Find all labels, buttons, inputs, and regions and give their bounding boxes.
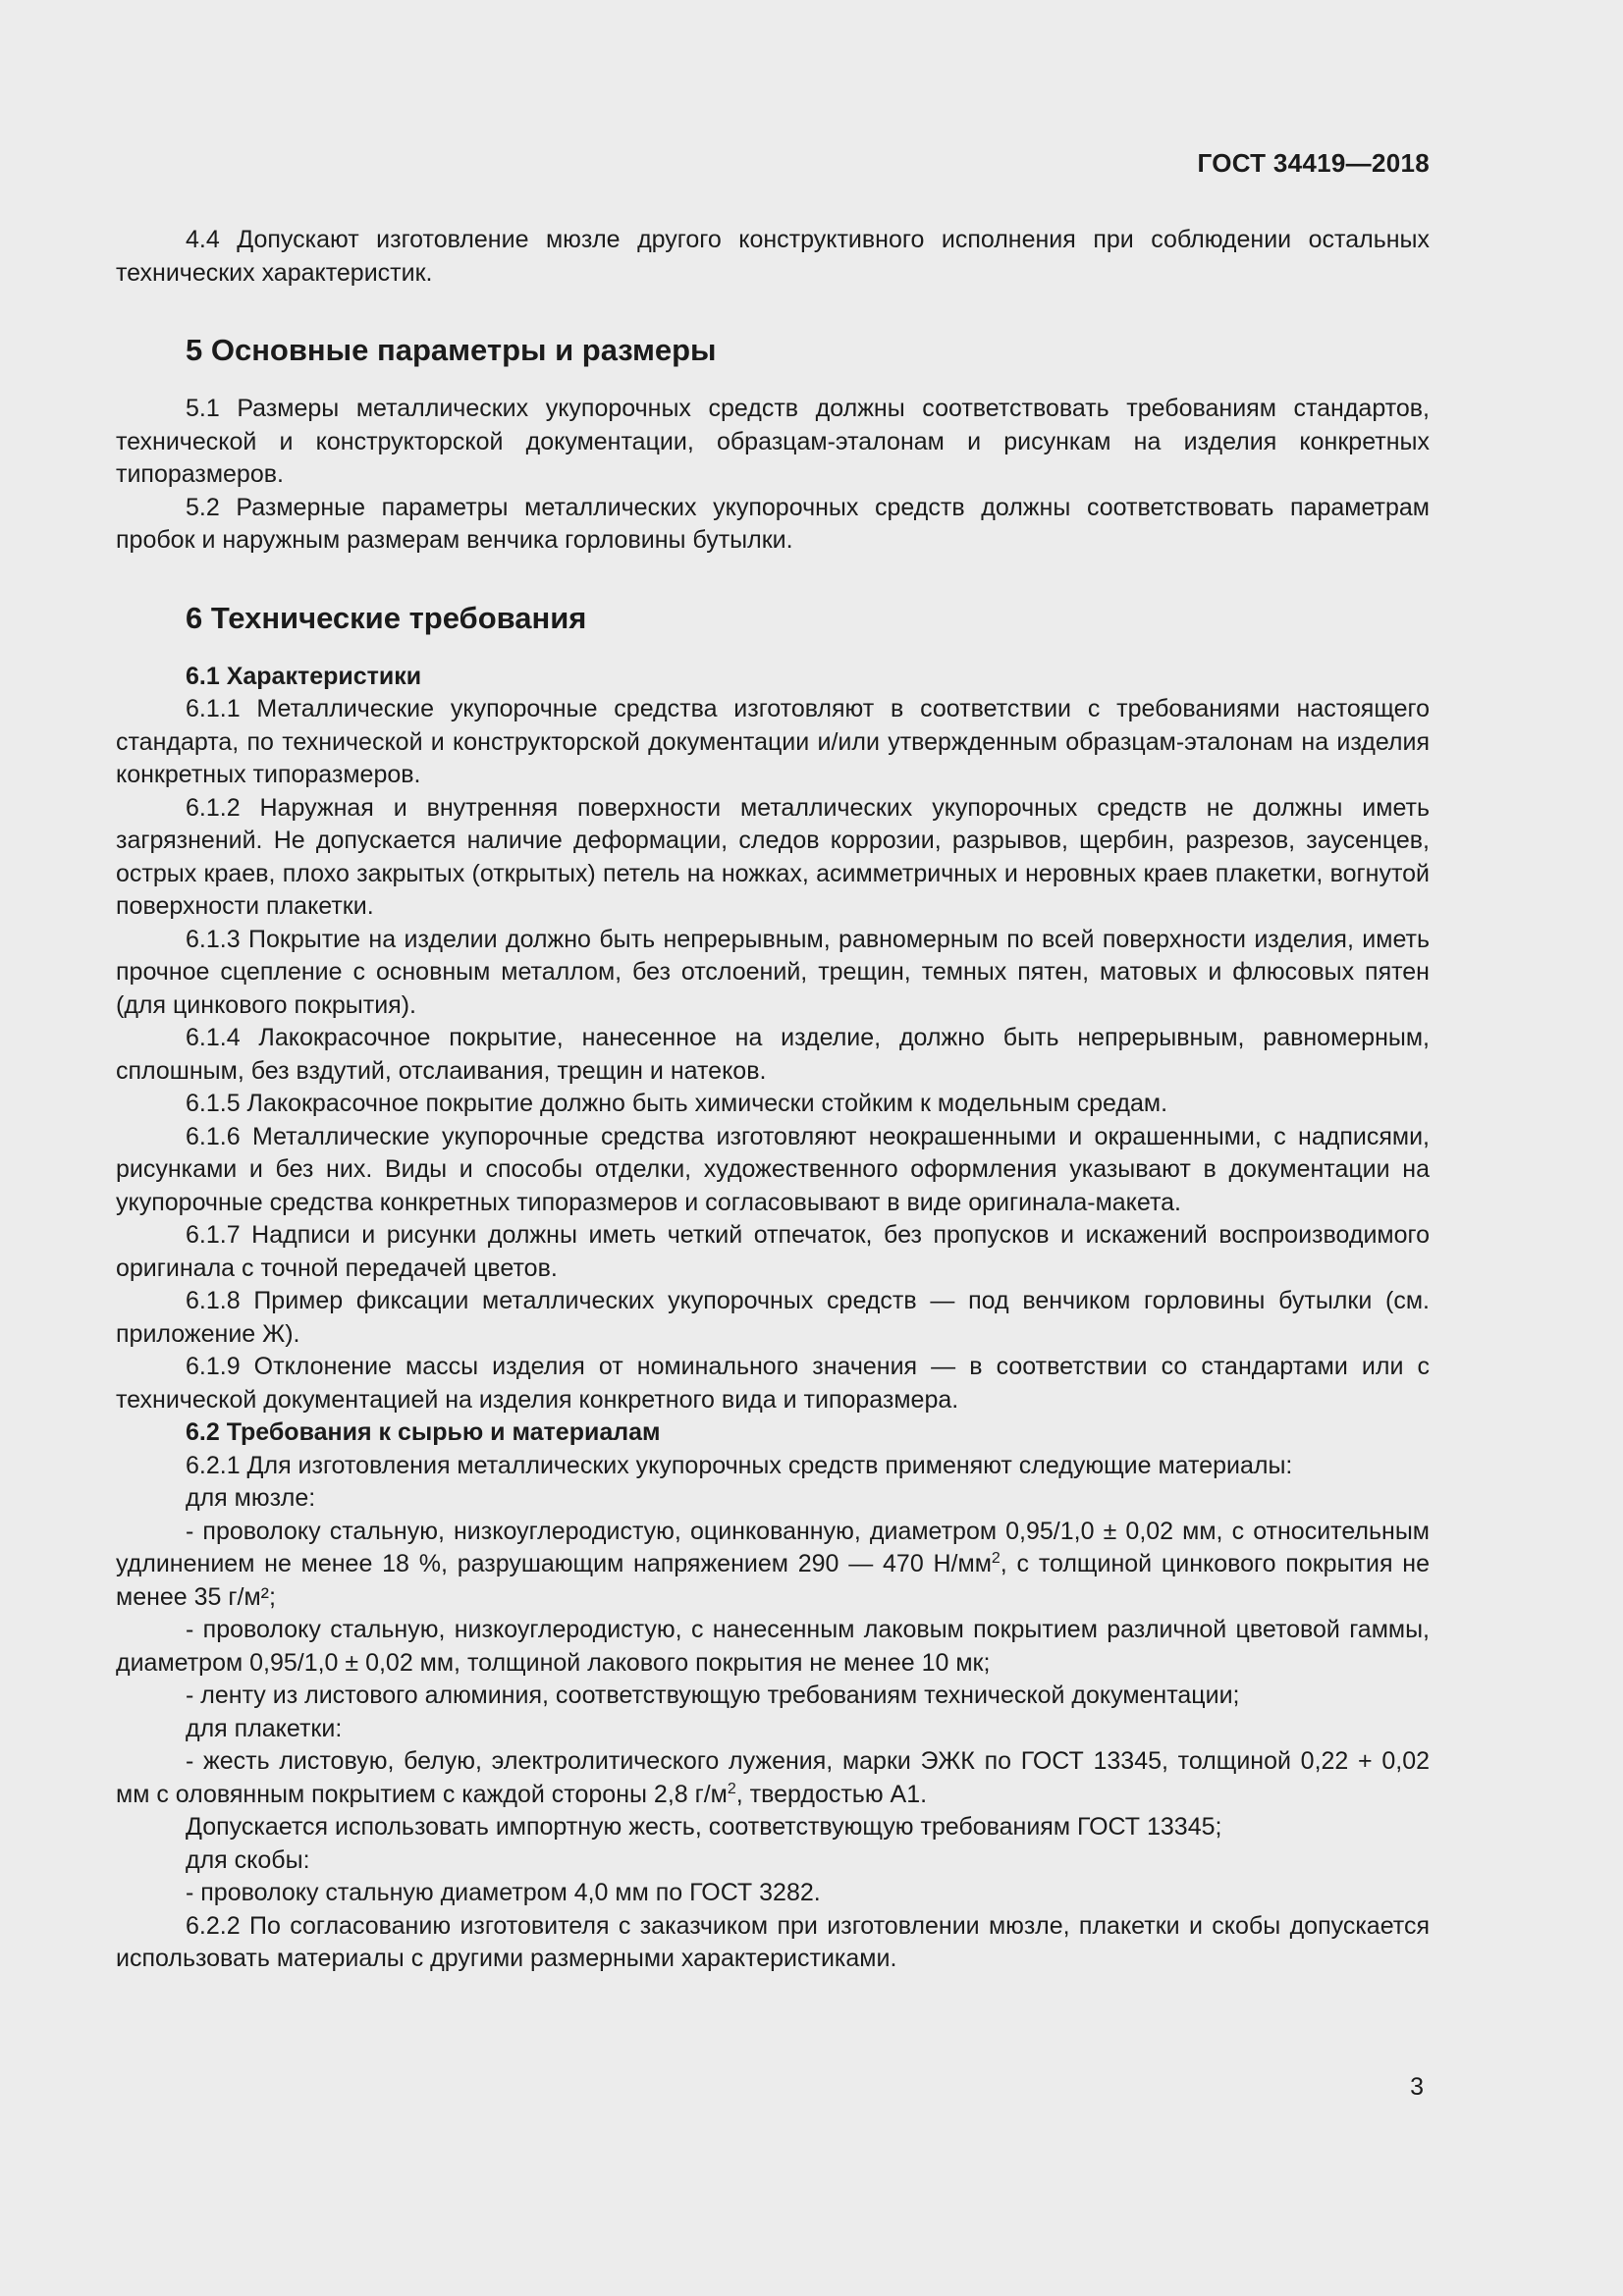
paragraph-6-1-3: 6.1.3 Покрытие на изделии должно быть непрерывным, равномерным по всей поверхности изделия, иметь прочное сцепление с основным металлом, без отслоений, трещин, темных пятен, матовых и флюсовых пятен (для цинкового покрытия).: [116, 925, 1430, 1019]
section-6-heading: 6 Технические требования: [186, 600, 587, 635]
paragraph-import-tinplate: Допускается использовать импортную жесть, соответствующую требованиям ГОСТ 13345;: [186, 1813, 1222, 1841]
paragraph-5-2: 5.2 Размерные параметры металлических укупорочных средств должны соответствовать параметрам пробок и наружным размерам венчика горловины бутылки.: [116, 493, 1430, 554]
subsection-6-1-heading: 6.1 Характеристики: [186, 662, 422, 690]
paragraph-6-2-1: 6.2.1 Для изготовления металлических укупорочных средств применяют следующие материалы:: [186, 1451, 1293, 1479]
paragraph-6-1-2: 6.1.2 Наружная и внутренняя поверхности металлических укупорочных средств не должны иметь загрязнений. Не допускается наличие деформации, следов коррозии, разрывов, щербин, разрезов, заусенцев, острых краев, плохо закрытых (открытых) петель на ножках, асимметричных и неровных краев плакетки, вогнутой поверхности плакетки.: [116, 793, 1430, 920]
superscript: 2: [991, 1550, 1001, 1567]
item-galvanized-wire-text-end: , с толщиной цинкового покрытия не менее 35 г/м²;: [116, 1550, 1430, 1611]
item-galvanized-wire-text: - проволоку стальную, низкоуглеродистую, оцинкованную, диаметром 0,95/1,0 ± 0,02 мм, с относительным удлинением не менее 18 %, разрушающим напряжением 290 — 470 Н/мм: [116, 1517, 1430, 1577]
item-galvanized-wire: [116, 1516, 1430, 1615]
paragraph-6-1-8: 6.1.8 Пример фиксации металлических укупорочных средств — под венчиком горловины бутылки (см. приложение Ж).: [116, 1287, 1430, 1348]
paragraph-6-1-4: 6.1.4 Лакокрасочное покрытие, нанесенное на изделие, должно быть непрерывным, равномерным, сплошным, без вздутий, отслаивания, трещин и натеков.: [116, 1024, 1430, 1085]
paragraph-6-1-6: 6.1.6 Металлические укупорочные средства изготовляют неокрашенными и окрашенными, с надписями, рисунками и без них. Виды и способы отделки, художественного оформления указывают в документации на укупорочные средства конкретных типоразмеров и согласовывают в виде оригинала-макета.: [116, 1122, 1430, 1216]
subsection-6-2-heading: 6.2 Требования к сырью и материалам: [186, 1418, 661, 1446]
item-tinplate: [116, 1745, 1430, 1811]
paragraph-6-1-1: 6.1.1 Металлические укупорочные средства изготовляют в соответствии с требованиями настоящего стандарта, по технической и конструкторской документации и/или утвержденным образцам-эталонам на изделия конкретных типоразмеров.: [116, 695, 1430, 788]
section-5-heading: 5 Основные параметры и размеры: [186, 333, 717, 367]
item-aluminium-tape: - ленту из листового алюминия, соответствующую требованиям технической документации;: [186, 1682, 1240, 1709]
document-body: [116, 224, 1430, 1976]
label-for-plaque: для плакетки:: [186, 1714, 343, 1742]
superscript: 2: [727, 1780, 736, 1797]
paragraph-5-1: 5.1 Размеры металлических укупорочных средств должны соответствовать требованиям стандартов, технической и конструкторской документации, образцам-эталонам и рисункам на изделия конкретных типоразмеров.: [116, 395, 1430, 488]
paragraph-4-4: 4.4 Допускают изготовление мюзле другого конструктивного исполнения при соблюдении остальных технических характеристик.: [116, 226, 1430, 287]
item-tinplate-text: - жесть листовую, белую, электролитического лужения, марки ЭЖК по ГОСТ 13345, толщиной 0,22 + 0,02 мм с оловянным покрытием с каждой стороны 2,8 г/м: [116, 1747, 1430, 1808]
label-for-bracket: для скобы:: [186, 1845, 310, 1874]
item-lacquered-wire: - проволоку стальную, низкоуглеродистую, с нанесенным лаковым покрытием различной цветовой гаммы, диаметром 0,95/1,0 ± 0,02 мм, толщиной лакового покрытия не менее 10 мк;: [116, 1616, 1430, 1677]
paragraph-6-1-7: 6.1.7 Надписи и рисунки должны иметь четкий отпечаток, без пропусков и искажений воспроизводимого оригинала с точной передачей цветов.: [116, 1221, 1430, 1282]
paragraph-6-1-9: 6.1.9 Отклонение массы изделия от номинального значения — в соответствии со стандартами или с технической документацией на изделия конкретного вида и типоразмера.: [116, 1353, 1430, 1414]
paragraph-6-1-5: 6.1.5 Лакокрасочное покрытие должно быть химически стойким к модельным средам.: [186, 1090, 1168, 1117]
item-tinplate-text-end: , твердостью А1.: [735, 1780, 928, 1808]
paragraph-6-2-2: 6.2.2 По согласованию изготовителя с заказчиком при изготовлении мюзле, плакетки и скобы допускается использовать материалы с другими размерными характеристиками.: [116, 1911, 1430, 1972]
page-number: 3: [1410, 2073, 1424, 2101]
item-bracket-wire: - проволоку стальную диаметром 4,0 мм по ГОСТ 3282.: [186, 1879, 821, 1906]
document-code: ГОСТ 34419—2018: [1197, 148, 1430, 178]
label-for-muzle: для мюзле:: [186, 1484, 316, 1512]
